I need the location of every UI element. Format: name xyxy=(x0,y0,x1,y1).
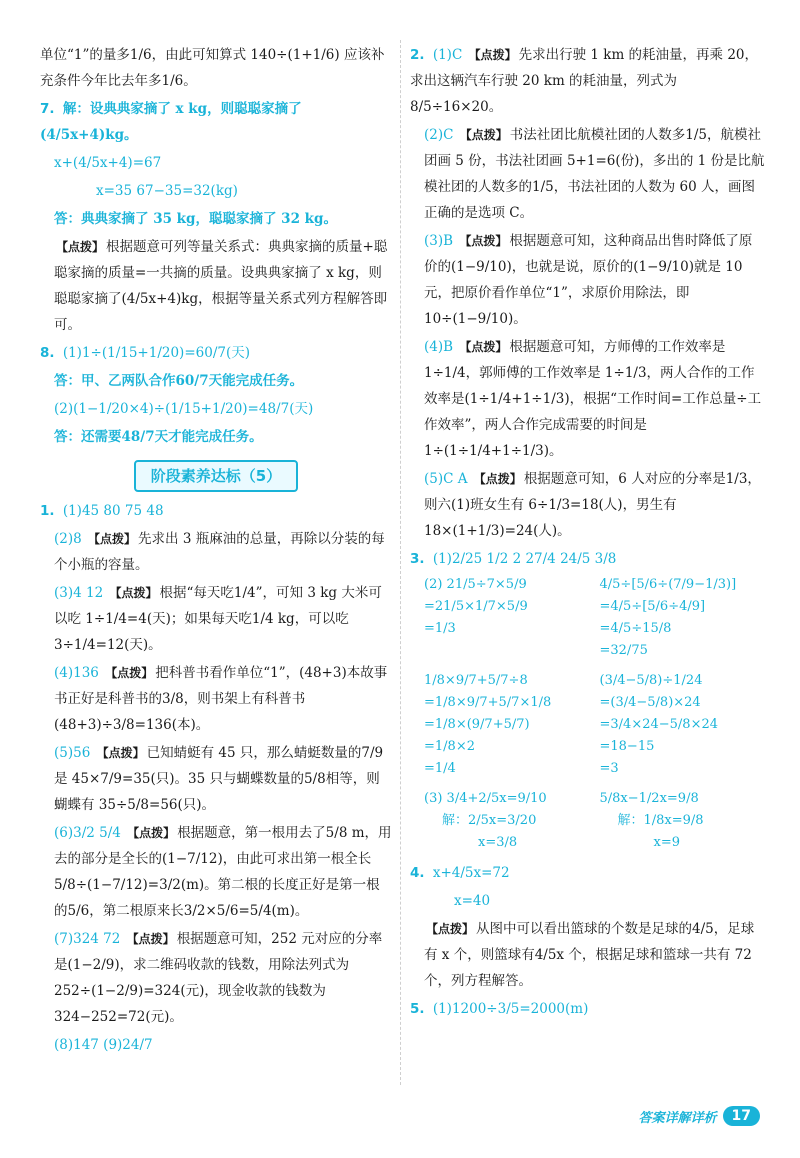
q1-part-3: (3)4 12 【点拨】 根据“每天吃1/4”，可知 3 kg 大米可以吃 1÷1/4=4(天)；如果每天吃1/4 kg，可以吃 3÷1/4=12(天)。 xyxy=(54,585,382,653)
q7-equation-1: x+(4/5x+4)=67 xyxy=(54,155,162,171)
hint-tag: 【点拨】 xyxy=(459,128,508,142)
q3-part-1: 3. (1)2/25 1/2 2 27/4 24/5 3/8 xyxy=(410,551,617,567)
q8-answer-2: 答：还需要48/7天才能完成任务。 xyxy=(54,429,263,445)
calc-line: (3/4−5/8)÷1/24 xyxy=(599,673,703,688)
hint-tag: 【点拨】 xyxy=(473,472,522,486)
q4-hint: 【点拨】 从图中可以看出篮球的个数是足球的4/5，足球有 x 个，则篮球有4/5x 个，根据足球和篮球一共有 72 个，列方程解答。 xyxy=(424,921,755,989)
right-column xyxy=(410,42,765,1024)
column-divider xyxy=(400,40,401,1085)
q2-number: 2. xyxy=(410,47,425,63)
calc-line: =1/8×9/7+5/7×1/8 xyxy=(424,695,552,710)
calc-line: =1/8×2 xyxy=(424,739,475,754)
calc-line: =3/4×24−5/8×24 xyxy=(599,717,718,732)
hint-tag: 【点拨】 xyxy=(96,746,145,760)
calc-line: 5/8x−1/2x=9/8 xyxy=(599,791,699,806)
q2-part-4: (4)B 【点拨】 根据题意可知，方师傅的工作效率是 1÷1/4，郭师傅的工作效率是 1÷1/3，两人合作的工作效率是(1÷1/4+1÷1/3)，根据“工作时间=工作总量÷工作效率”，两人合作完成需要的时间是1÷(1÷1/4+1÷1/3)。 xyxy=(424,339,762,459)
q4-number: 4. xyxy=(410,865,425,881)
calc-line: 1/8×9/7+5/7÷8 xyxy=(424,673,528,688)
calc-line: =(3/4−5/8)×24 xyxy=(599,695,701,710)
q1-part-2: (2)8 【点拨】 先求出 3 瓶麻油的总量，再除以分装的每个小瓶的容量。 xyxy=(54,531,385,573)
calc-line: =32/75 xyxy=(599,643,648,658)
q1-part-1: 1. (1)45 80 75 48 xyxy=(40,503,164,519)
q1-part-4: (4)136 【点拨】 把科普书看作单位“1”，(48+3)本故事书正好是科普书的3/8，则书架上有科普书(48+3)÷3/8=136(本)。 xyxy=(54,665,388,733)
q8-answer-1: 答：甲、乙两队合作60/7天能完成任务。 xyxy=(54,373,304,389)
left-column xyxy=(40,42,392,1060)
calc-line: (2) 21/5÷7×5/9 xyxy=(424,577,527,592)
hint-tag: 【点拨】 xyxy=(127,826,176,840)
calc-line: =4/5÷[5/6÷4/9] xyxy=(599,599,706,614)
q5-number: 5. xyxy=(410,1001,425,1017)
calc-line: 解：2/5x=3/20 xyxy=(442,813,537,828)
page-footer xyxy=(639,1106,761,1126)
section-title: 阶段素养达标（5） xyxy=(134,460,298,492)
q7-answer: 答：典典家摘了 35 kg，聪聪家摘了 32 kg。 xyxy=(54,211,337,227)
calc-line: =21/5×1/7×5/9 xyxy=(424,599,528,614)
hint-tag: 【点拨】 xyxy=(459,234,508,248)
hint-tag: 【点拨】 xyxy=(105,666,154,680)
q1-part-6: (6)3/2 5/4 【点拨】 根据题意，第一根用去了5/8 m，用去的部分是全长的(1−7/12)，由此可求出第一根全长5/8÷(1−7/12)=3/2(m)。第二根的长度正好是第一根的5/6，第二根原来长3/2×5/6=5/4(m)。 xyxy=(54,825,392,919)
hint-tag: 【点拨】 xyxy=(126,932,175,946)
q4-equation-1: 4. x+4/5x=72 xyxy=(410,865,510,881)
calc-line: 解：1/8x=9/8 xyxy=(617,813,704,828)
q8-part-2: (2)(1−1/20×4)÷(1/15+1/20)=48/7(天) xyxy=(54,401,314,417)
calc-line: =1/3 xyxy=(424,621,456,636)
q5-part-1: 5. (1)1200÷3/5=2000(m) xyxy=(410,1001,589,1017)
calc-line: =1/8×(9/7+5/7) xyxy=(424,717,530,732)
q7-hint: 【点拨】 根据题意可列等量关系式：典典家摘的质量+聪聪家摘的质量=一共摘的质量。设典典家摘了 x kg，则聪聪家摘了(4/5x+4)kg，根据等量关系式列方程解答即可。 xyxy=(54,239,388,333)
q1-number: 1. xyxy=(40,503,55,519)
calc-line: =18−15 xyxy=(599,739,655,754)
q7-solution: 7. 解：设典典家摘了 x kg，则聪聪家摘了(4/5x+4)kg。 xyxy=(40,101,302,143)
hint-tag: 【点拨】 xyxy=(468,48,517,62)
hint-tag: 【点拨】 xyxy=(109,586,158,600)
q8-number: 8. xyxy=(40,345,55,361)
intro-text: 单位“1”的量多1/6，由此可知算式 140÷(1+1/6) 应该补充条件今年比去年多1/6。 xyxy=(40,47,385,89)
q7-number: 7. xyxy=(40,101,55,117)
q1-part-8-9: (8)147 (9)24/7 xyxy=(54,1037,153,1053)
calc-line: =1/4 xyxy=(424,761,456,776)
hint-tag: 【点拨】 xyxy=(459,340,508,354)
q3-number: 3. xyxy=(410,551,425,567)
calc-line: x=3/8 xyxy=(478,835,518,850)
calc-line: =3 xyxy=(599,761,619,776)
hint-tag: 【点拨】 xyxy=(56,240,105,254)
q2-part-1: 2. (1)C 【点拨】 先求出行驶 1 km 的耗油量，再乘 20，求出这辆汽车行驶 20 km 的耗油量，列式为8/5÷16×20。 xyxy=(410,47,759,115)
page-number: 17 xyxy=(723,1106,760,1126)
q2-part-3: (3)B 【点拨】 根据题意可知，这种商品出售时降低了原价的(1−9/10)，也就是说，原价的(1−9/10)就是 10 元，把原价看作单位“1”，求原价用除法，即10÷(1−9/10)。 xyxy=(424,233,753,327)
q8-part-1: 8. (1)1÷(1/15+1/20)=60/7(天) xyxy=(40,345,250,361)
q3-calculation-grid xyxy=(410,574,765,854)
hint-tag: 【点拨】 xyxy=(88,532,137,546)
q7-equation-2: x=35 67−35=32(kg) xyxy=(96,183,238,199)
q1-part-5: (5)56 【点拨】 已知蜻蜓有 45 只，那么蜻蜓数量的7/9是 45×7/9=35(只)。35 只与蝴蝶数量的5/8相等，则蝴蝶有 35÷5/8=56(只)。 xyxy=(54,745,384,813)
calc-line: (3) 3/4+2/5x=9/10 xyxy=(424,791,547,806)
hint-tag: 【点拨】 xyxy=(426,922,475,936)
footer-label: 答案详解详析 xyxy=(638,1110,717,1126)
q2-part-5: (5)C A 【点拨】 根据题意可知，6 人对应的分率是1/3，则六(1)班女生有 6÷1/3=18(人)，男生有18×(1+1/3)=24(人)。 xyxy=(424,471,761,539)
q2-part-2: (2)C 【点拨】 书法社团比航模社团的人数多1/5，航模社团画 5 份，书法社团画 5+1=6(份)，多出的 1 份是比航模社团的人数多的1/5，书法社团的人数为 60 人，画图正确的是选项 C。 xyxy=(424,127,765,221)
q1-part-7: (7)324 72 【点拨】 根据题意可知，252 元对应的分率是(1−2/9)，求二维码收款的钱数，用除法列式为 252÷(1−2/9)=324(元)，现金收款的钱数为 324−252=72(元)。 xyxy=(54,931,383,1025)
q4-equation-2: x=40 xyxy=(454,893,491,909)
calc-line: 4/5÷[5/6÷(7/9−1/3)] xyxy=(599,577,737,592)
calc-line: =4/5÷15/8 xyxy=(599,621,672,636)
calc-line: x=9 xyxy=(653,835,680,850)
calc-line xyxy=(424,640,590,662)
